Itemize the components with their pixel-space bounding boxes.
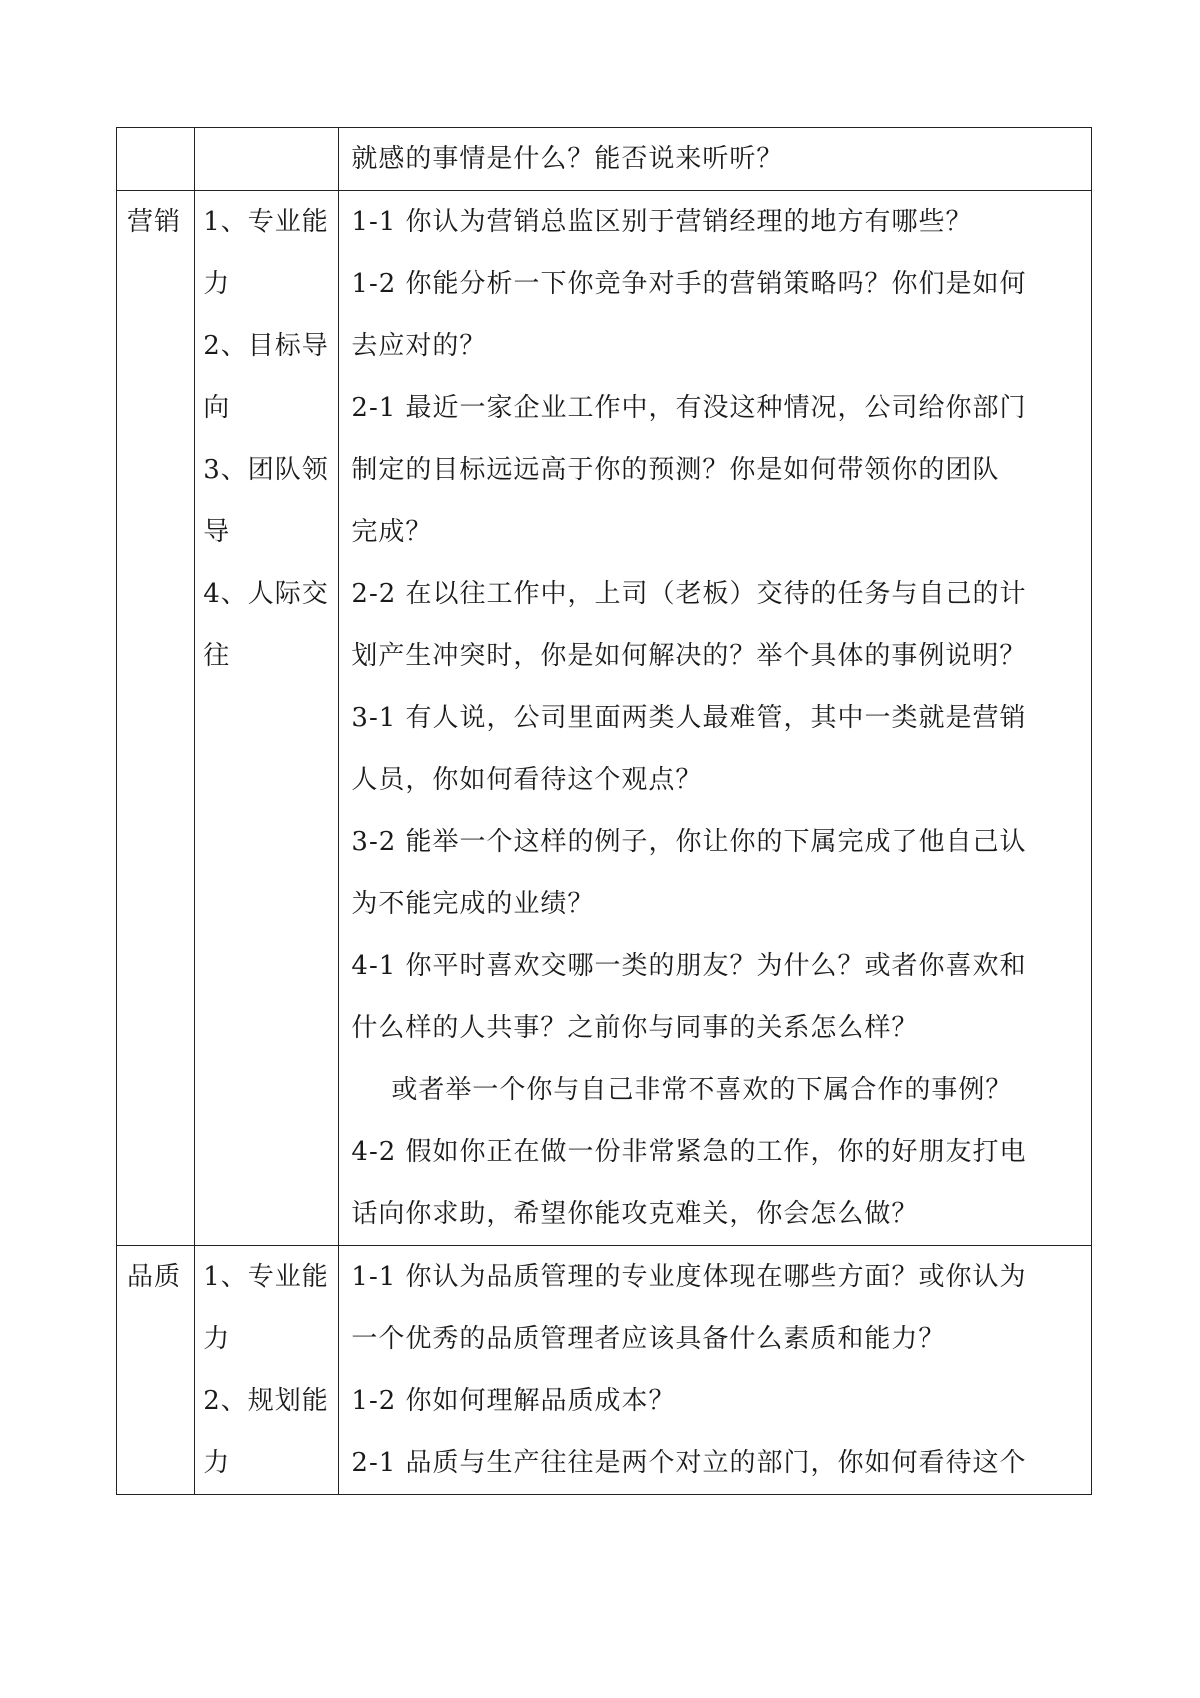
dimension-item: 4、人际交	[203, 579, 329, 609]
category-cell	[117, 1246, 195, 1495]
dimension-item-wrap: 力	[203, 269, 231, 299]
dimension-item-wrap: 导	[203, 517, 231, 547]
dimension-cell	[195, 128, 339, 191]
question-line: 3-1 有人说，公司里面两类人最难管，其中一类就是营销	[351, 703, 1027, 733]
category-cell	[117, 191, 195, 1246]
category-label: 营销	[127, 207, 182, 237]
table-row	[117, 191, 1092, 1246]
question-line: 1-1 你认为品质管理的专业度体现在哪些方面？或你认为	[351, 1262, 1027, 1292]
question-line: 2-2 在以往工作中，上司（老板）交待的任务与自己的计	[351, 579, 1027, 609]
question-line: 划产生冲突时，你是如何解决的？举个具体的事例说明？	[351, 641, 1027, 671]
question-line: 2-1 品质与生产往往是两个对立的部门，你如何看待这个	[351, 1448, 1027, 1478]
question-line: 1-2 你能分析一下你竞争对手的营销策略吗？你们是如何	[351, 269, 1027, 299]
dimension-cell	[195, 191, 339, 1246]
dimension-item-wrap: 力	[203, 1448, 231, 1478]
questions-cell	[339, 191, 1092, 1246]
dimension-cell	[195, 1246, 339, 1495]
dimension-item-wrap: 往	[203, 641, 231, 671]
question-line: 一个优秀的品质管理者应该具备什么素质和能力？	[351, 1324, 946, 1354]
dimension-item: 1、专业能	[203, 207, 329, 237]
question-line: 3-2 能举一个这样的例子，你让你的下属完成了他自己认	[351, 827, 1027, 857]
question-line: 2-1 最近一家企业工作中，有没这种情况，公司给你部门	[351, 393, 1027, 423]
dimension-item: 3、团队领	[203, 455, 329, 485]
question-line: 去应对的？	[351, 331, 487, 361]
dimension-item-wrap: 向	[203, 393, 231, 423]
question-line: 话向你求助，希望你能攻克难关，你会怎么做？	[351, 1199, 919, 1229]
question-line: 什么样的人共事？之前你与同事的关系怎么样？	[351, 1013, 919, 1043]
question-line: 人员，你如何看待这个观点？	[351, 765, 703, 795]
question-line: 1-2 你如何理解品质成本？	[351, 1386, 676, 1416]
interview-questions-table	[116, 127, 1092, 1495]
question-line: 完成？	[351, 517, 433, 547]
question-line: 1-1 你认为营销总监区别于营销经理的地方有哪些？	[351, 207, 973, 237]
dimension-item: 1、专业能	[203, 1262, 329, 1292]
question-line: 4-2 假如你正在做一份非常紧急的工作，你的好朋友打电	[351, 1137, 1027, 1167]
table-row	[117, 128, 1092, 191]
question-line: 为不能完成的业绩？	[351, 889, 595, 919]
table-row	[117, 1246, 1092, 1495]
question-line: 或者举一个你与自己非常不喜欢的下属合作的事例？	[391, 1075, 1013, 1105]
dimension-item: 2、规划能	[203, 1386, 329, 1416]
category-cell	[117, 128, 195, 191]
questions-cell	[339, 128, 1092, 191]
category-label: 品质	[127, 1262, 182, 1292]
questions-cell	[339, 1246, 1092, 1495]
question-line: 就感的事情是什么？能否说来听听？	[351, 144, 784, 174]
dimension-item-wrap: 力	[203, 1324, 231, 1354]
question-line: 4-1 你平时喜欢交哪一类的朋友？为什么？或者你喜欢和	[351, 951, 1027, 981]
dimension-item: 2、目标导	[203, 331, 329, 361]
question-line: 制定的目标远远高于你的预测？你是如何带领你的团队	[351, 455, 1000, 485]
